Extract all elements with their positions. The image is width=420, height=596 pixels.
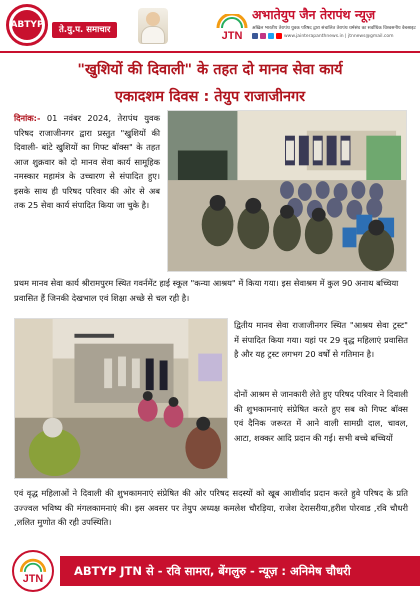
abtyp-logo-inner: ABTYP (12, 10, 42, 40)
header (0, 0, 420, 52)
school-event-photo (167, 110, 407, 272)
footer-logo-text: JTN (22, 572, 44, 585)
brand-contact[interactable]: www.jainterapanthnews.in | jtnnews@gmail.com (284, 33, 394, 39)
facebook-icon[interactable] (252, 33, 258, 39)
distribution-paragraph: दोनों आश्रम से जानकारी लेते हुए परिषद परिवार ने दिवाली की शुभकामनाएं संप्रेषित करते हुए सब को गिफ्ट बॉक्स एवं दैनिक जरूरत में आने वाली सामग्री दाल, चावल, आटा, शक्कर आदि प्रदान की गई। सभी बच्चे बच्चियों (234, 389, 408, 443)
date-label: दिनांक:- (14, 113, 41, 123)
acharya-portrait (138, 8, 168, 44)
twitter-icon[interactable] (268, 33, 274, 39)
brand-contact-row (252, 33, 416, 39)
headline-main: "खुशियों की दिवाली" के तहत दो मानव सेवा कार्य (77, 62, 343, 78)
footer (0, 548, 420, 596)
second-service-paragraph: द्वितीय मानव सेवा राजाजीनगर स्थित "आश्रय सेवा ट्रस्ट" में संपादित किया गया। यहां पर 29 वृद्ध महिलाएं प्रवासित है और यह ट्रस्ट लगभग 20 वर्षों से गतिमान है। (234, 320, 408, 359)
first-service-paragraph: प्रथम मानव सेवा कार्य श्रीरामपुरम स्थित गवर्नमेंट हाई स्कूल "कन्या आश्रय" में किया गया। इस सेवाश्रम में कुल 90 अनाथ बच्चिया प्रवासित हैं जिनकी देखभाल एवं शिक्षा अच्छे से चल रही है। (14, 278, 399, 303)
news-tag: ते.यु.प. समाचार (52, 22, 117, 38)
headline-sub: एकादशम दिवस : तेयुप राजाजीनगर (114, 89, 306, 105)
youtube-icon[interactable] (276, 33, 282, 39)
brand-title: अभातेयुप जैन तेरापंथ न्यूज़ (252, 7, 376, 22)
ashram-event-photo (14, 318, 228, 479)
jtn-footer-logo-icon (12, 550, 54, 592)
brand-subtitle: अखिल भारतीय तेरापंथ युवक परिषद द्वारा संचालित तेरापंथ धर्मसंघ का सर्वाधिक विश्वसनीय वेबसाइट (252, 26, 416, 31)
abtyp-logo (6, 4, 48, 46)
closing-paragraph: एवं वृद्ध महिलाओं ने दिवाली की शुभकामनाएं संप्रेषित की ओर परिषद सदस्यों को खूब आशीर्वाद प्रदान करते हुवे परिषद के प्रति उज्ज्वल भविष्य की मंगलकामनाएं की। इस अवसर पर तेयुप अध्यक्ष कमलेश चौरड़िया, राजेश देरासरीया,हरीश पोरवाड ,रवि चौधरी ,ललित मुणोत की रही उपस्थिति। (14, 488, 408, 527)
brand-block (252, 6, 416, 39)
jtn-logo-text: JTN (221, 30, 243, 42)
jtn-logo-icon (216, 14, 248, 42)
header-rule (0, 51, 420, 53)
footer-credit: ABTYP JTN से - रवि सामरा, बेंगलुरु - न्यूज़ : अनिमेष चौधरी (60, 556, 420, 586)
instagram-icon[interactable] (260, 33, 266, 39)
intro-paragraph (14, 111, 160, 213)
intro-text: 01 नवंबर 2024, तेरापंथ युवक परिषद राजाजीनगर द्वारा प्रस्तुत "खुशियों की दिवाली- बांटे खुशियों का गिफ्ट बॉक्स" के तहत आज शुक्रवार को दो मानव सेवा कार्य सामूहिक नमस्कार महामंत्र के उच्चारण से संपादित हुए। इसके साथ ही परिषद परिवार की ओर से अब तक 25 सेवा कार्य संपादित किया जा चुके है। (14, 113, 160, 210)
